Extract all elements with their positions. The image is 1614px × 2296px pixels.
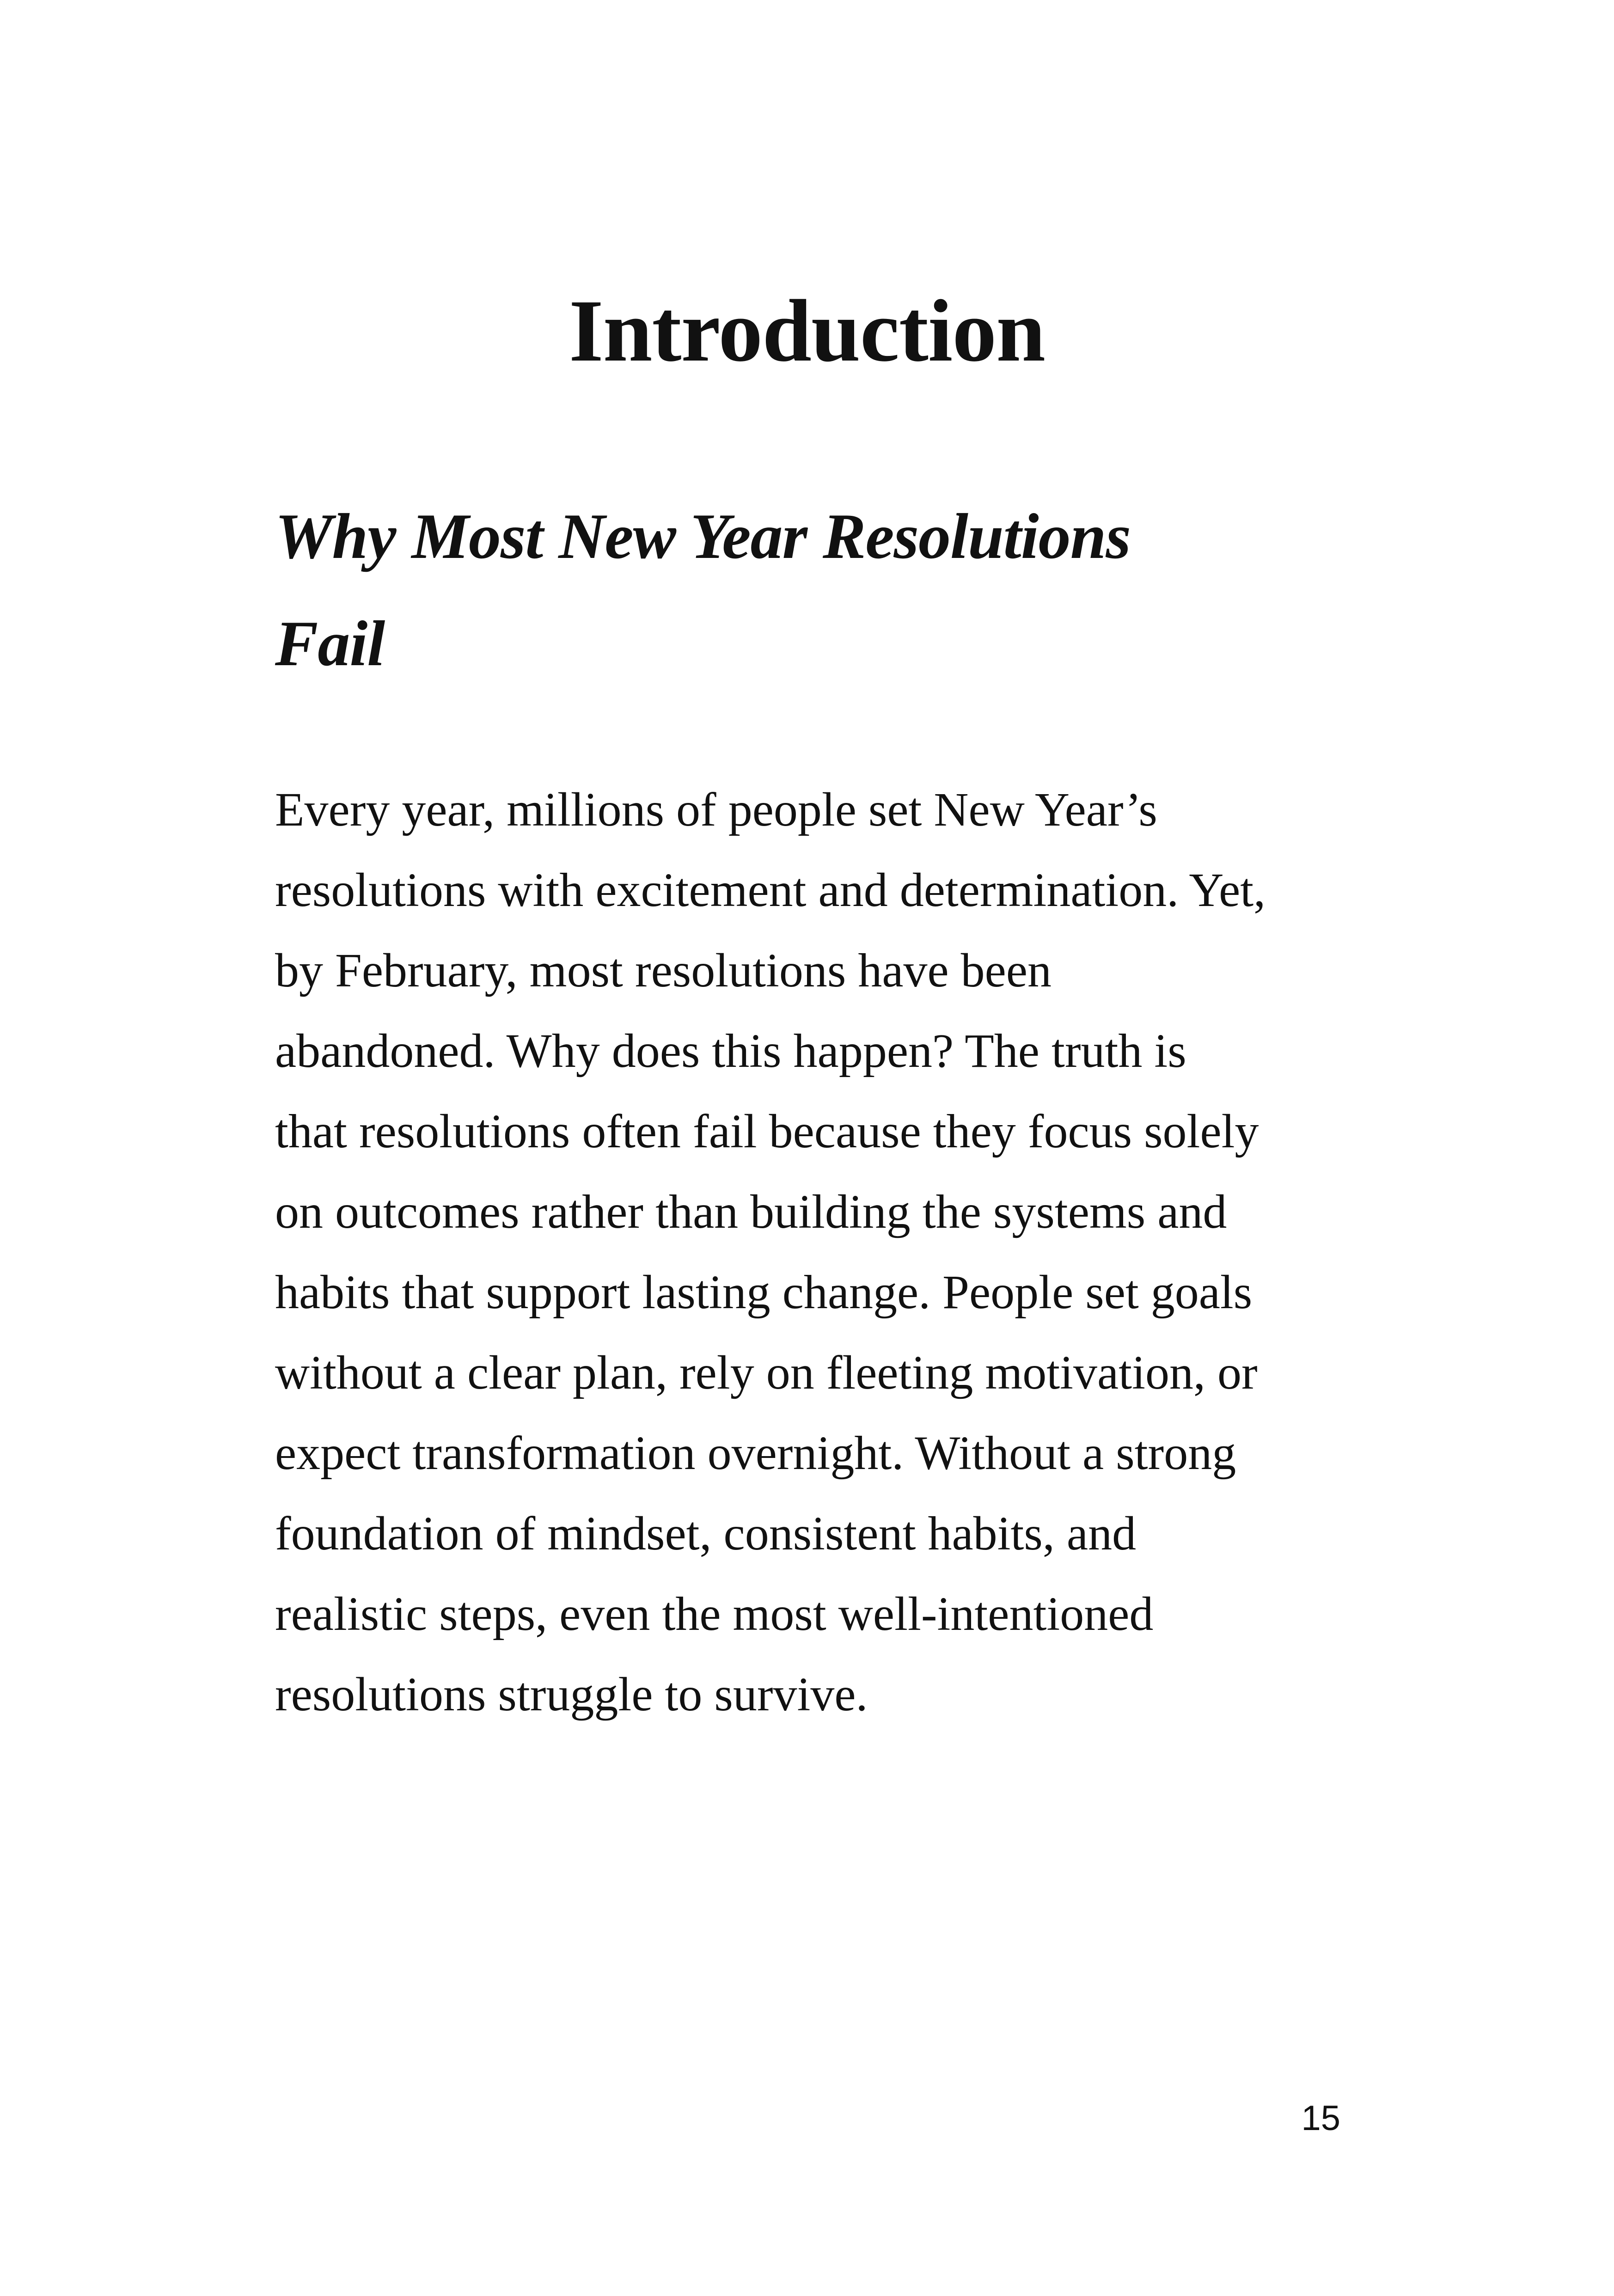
body-line: resolutions struggle to survive. [275,1668,868,1721]
chapter-title: Introduction [569,282,1045,380]
body-line: Every year, millions of people set New Year’s [275,783,1157,836]
body-line: by February, most resolutions have been [275,944,1052,997]
body-line: realistic steps, even the most well-intentioned [275,1587,1154,1641]
section-title-line: Why Most New Year Resolutions [275,501,1131,572]
body-line: habits that support lasting change. People set goals [275,1266,1253,1319]
section-title [275,483,1384,698]
body-line: on outcomes rather than building the systems and [275,1185,1227,1238]
page-number: 15 [1301,2099,1340,2138]
body-line: that resolutions often fail because they focus solely [275,1105,1259,1158]
section-title-line: Fail [275,608,385,680]
body-paragraph [275,770,1407,1735]
body-line: expect transformation overnight. Without a strong [275,1427,1236,1480]
body-line: resolutions with excitement and determination. Yet, [275,863,1266,917]
body-line: without a clear plan, rely on fleeting motivation, or [275,1346,1258,1399]
body-line: foundation of mindset, consistent habits, and [275,1507,1137,1560]
body-line: abandoned. Why does this happen? The truth is [275,1024,1186,1078]
